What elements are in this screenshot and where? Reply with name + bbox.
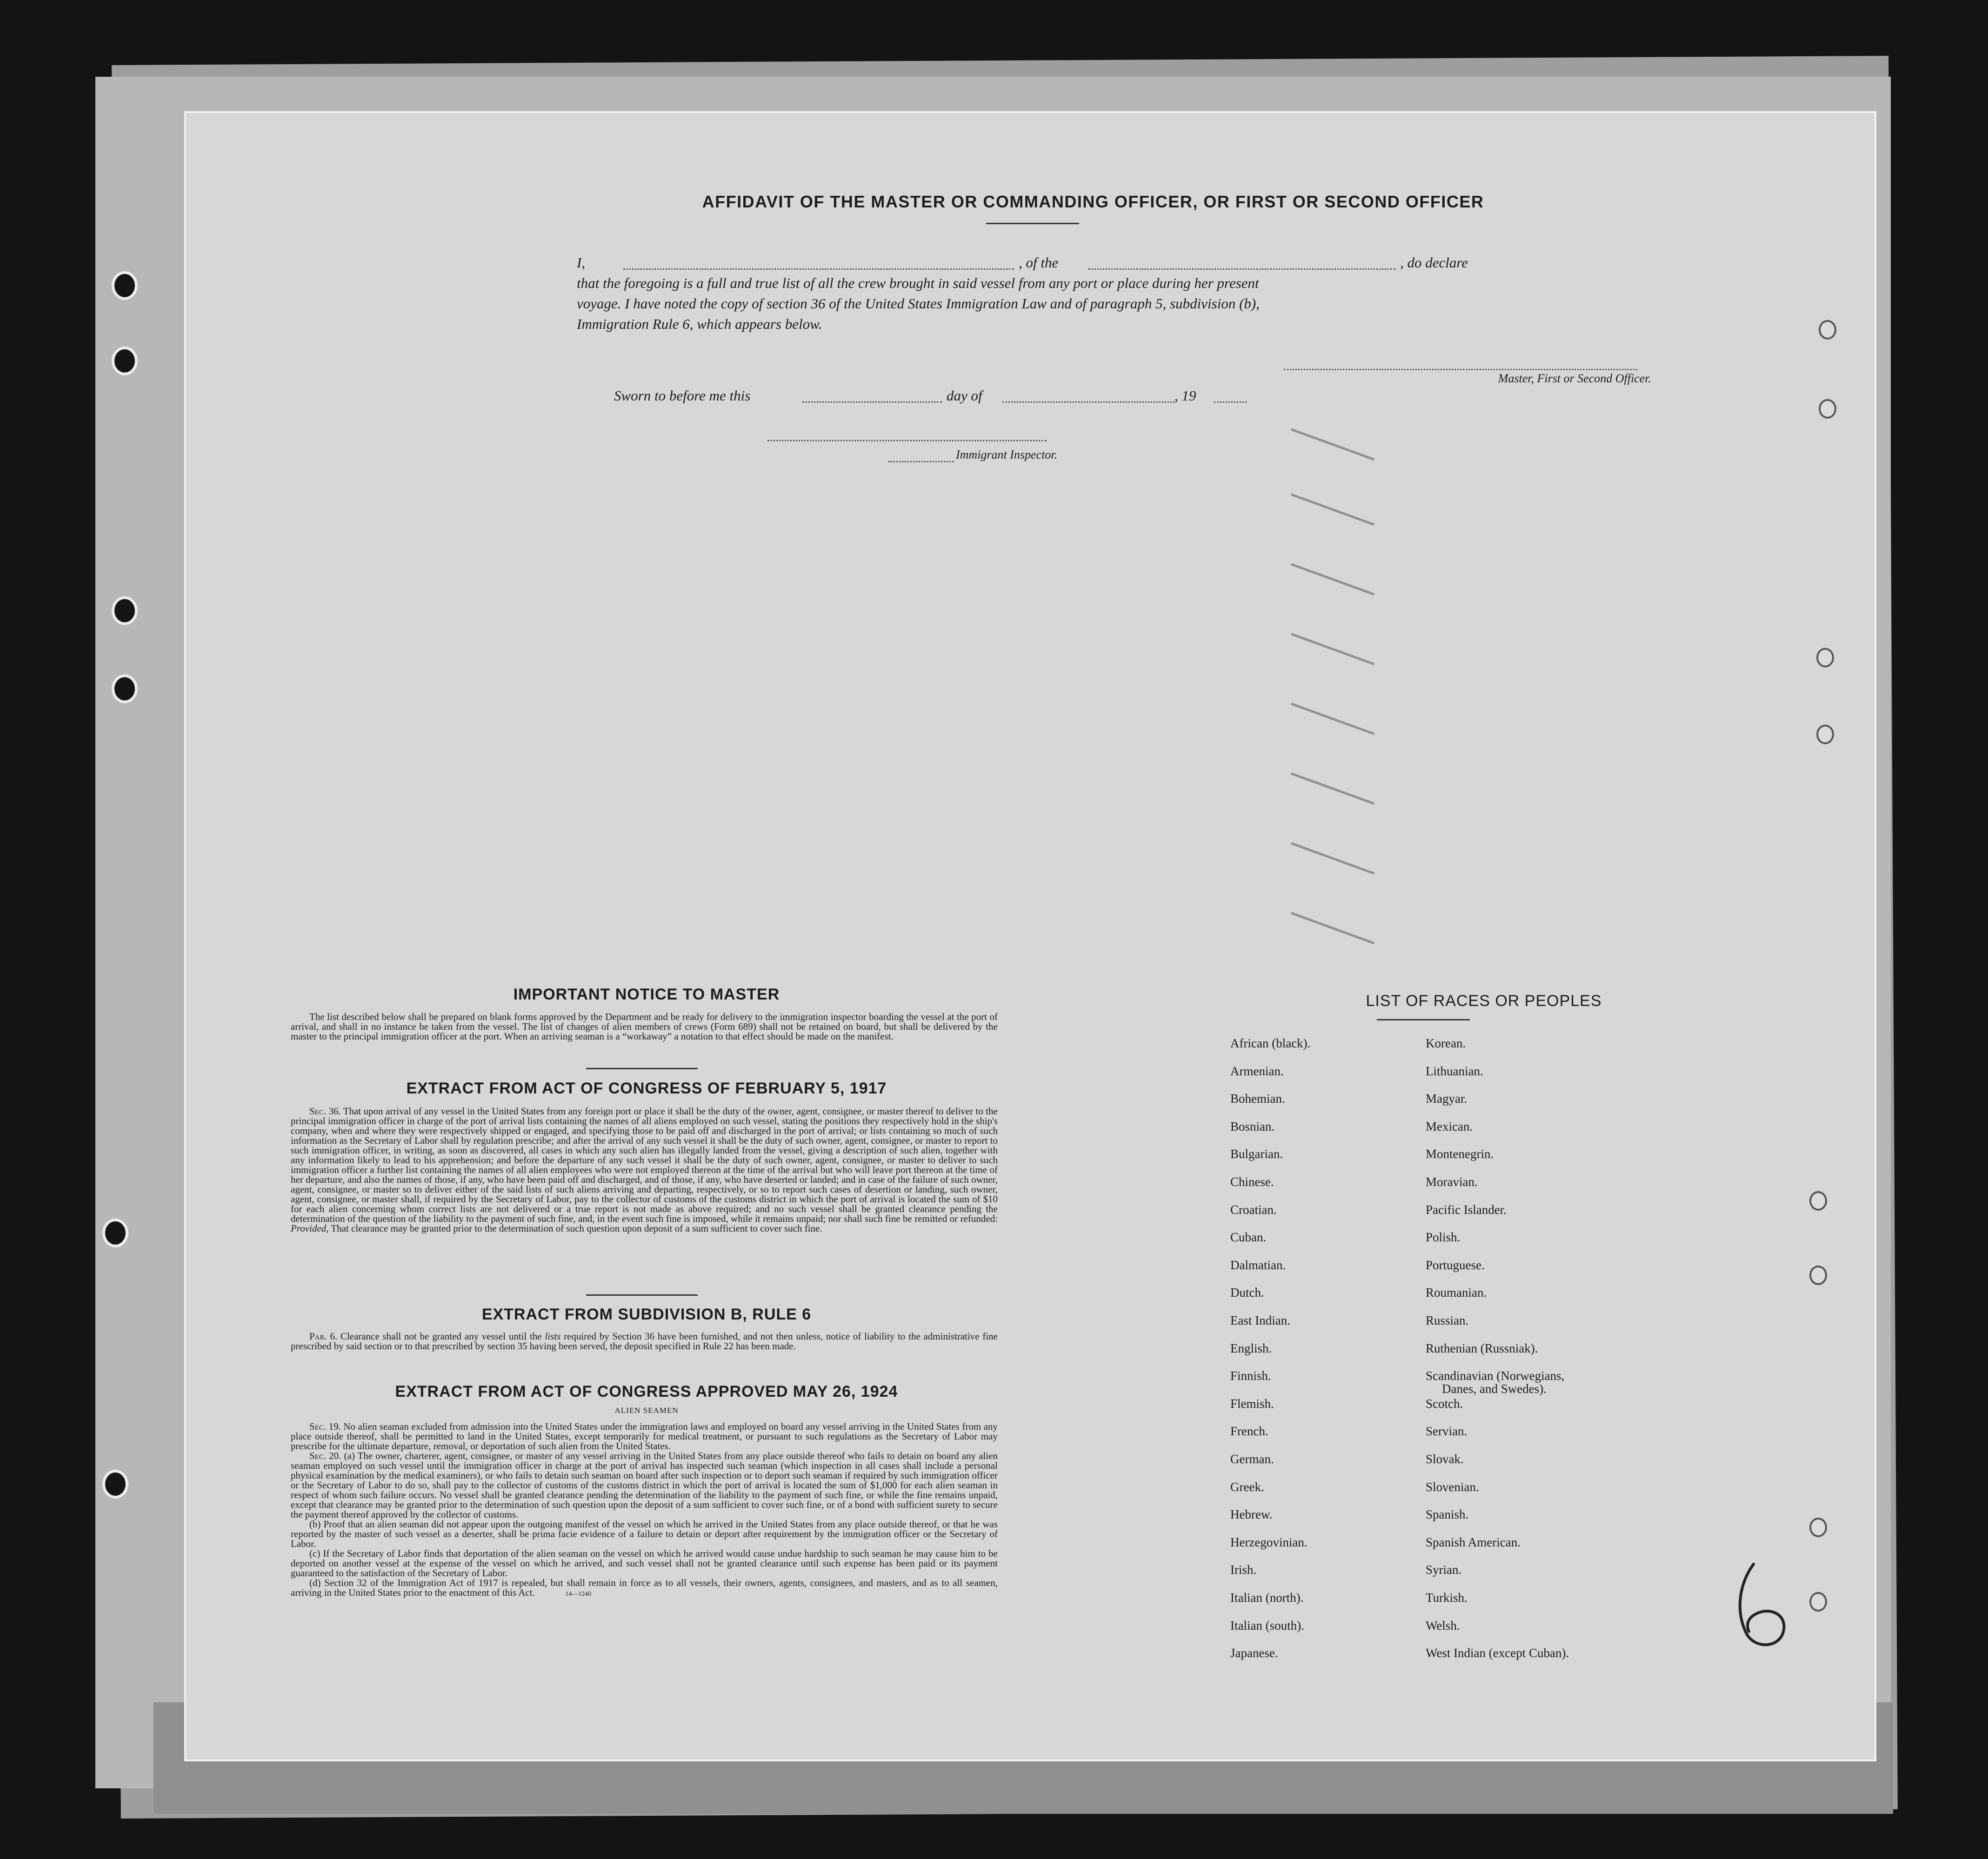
race-item: Polish.	[1426, 1230, 1461, 1245]
bleed-through-mark	[1291, 633, 1374, 666]
sec-36-text-end: That clearance may be granted prior to the determination of such question upon deposit of a sum sufficient to cover such fine.	[331, 1223, 822, 1234]
sworn-day-of: day of	[947, 387, 982, 404]
sec-20a-text: (a) The owner, charterer, agent, consignee, or master of any vessel arriving in the United States from any place outside thereof who fails to detain on board any alien seaman employed on such vessel until the immigration officer in charge at the port of arrival has inspected such seaman (which inspection in all cases shall include a personal physical examination by the medical examiners), or who fails to detain such seaman on board after such inspection or to deport such seaman if required by such immigration officer or the Secretary of Labor to do so, shall pay to the collector of customs of the customs district in which the port of arrival is located the sum of $1,000 for each alien seaman in respect of whom such failure occurs. No vessel shall be granted clearance pending the determination of the liability to the payment of such fine, or while the fine remains unpaid, except that clearance may be granted prior to the determination of such question upon the deposit of a sum sufficient to cover such fine, or of a bond with sufficient surety to secure the payment thereof approved by the collector of customs.	[291, 1450, 998, 1520]
handwritten-six-stroke	[1740, 1564, 1784, 1645]
bleed-through-mark	[1291, 703, 1374, 735]
punch-hole	[102, 1470, 128, 1499]
extract-rule6-title: EXTRACT FROM SUBDIVISION B, RULE 6	[481, 1306, 812, 1323]
race-item: Scotch.	[1426, 1396, 1463, 1411]
declaration-line-4: Immigration Rule 6, which appears below.	[577, 316, 822, 332]
title-rule	[986, 223, 1079, 224]
race-item: Dalmatian.	[1230, 1258, 1286, 1272]
sec-20c-text: (c) If the Secretary of Labor finds that deportation of the alien seaman on the vessel on which he arrived would cause undue hardship to such seaman he may cause him to be deported on another vessel at the expense of the vessel on which he arrived, and such vessel shall not be granted clearance until such expense has been paid or its payment guaranteed to the satisfaction of the Secretary of Labor.	[291, 1548, 998, 1579]
race-item: Greek.	[1230, 1479, 1264, 1494]
master-signature-line[interactable]	[1284, 369, 1637, 370]
sec-20b-text: (b) Proof that an alien seaman did not appear upon the outgoing manifest of the vessel on which he arrived in the United States from any place outside thereof, or that he was reported by the master of such vessel as a deserter, shall be prima facie evidence of a failure to detain or deport after requirement by the immigration officer or the Secretary of Labor.	[291, 1519, 998, 1549]
form-number: 14—1240	[565, 1591, 592, 1598]
master-label: Master, First or Second Officer.	[1498, 372, 1651, 385]
punch-hole	[1816, 648, 1834, 667]
section-rule	[586, 1294, 698, 1296]
sworn-month-fill-line[interactable]	[1002, 401, 1174, 403]
declare-do-declare: , do declare	[1400, 254, 1468, 271]
section-rule	[586, 1068, 698, 1069]
sworn-prefix: Sworn to before me this	[614, 387, 751, 404]
bleed-through-mark	[1291, 773, 1374, 805]
bleed-through-mark	[1291, 912, 1374, 945]
sec-19-label: Sec. 19.	[309, 1421, 341, 1432]
race-item: Montenegrin.	[1426, 1147, 1494, 1161]
punch-hole	[112, 271, 138, 300]
race-item: Moravian.	[1426, 1175, 1478, 1189]
punch-hole	[1809, 1191, 1827, 1211]
race-item: Chinese.	[1230, 1175, 1274, 1189]
race-item: Servian.	[1426, 1424, 1468, 1439]
race-item: Slovak.	[1426, 1452, 1464, 1466]
par-6-text-b: required by Section 36 have been furnished, and not then unless, notice of liability to the administrative fine prescribed by said section or to that prescribed by section 35 having been served, the deposit specified in Rule 22 has been made.	[291, 1331, 998, 1352]
sworn-year: , 19	[1174, 387, 1196, 404]
sec-36-label: Sec. 36.	[309, 1106, 341, 1117]
name-fill-line[interactable]	[623, 268, 1014, 270]
race-item: Hebrew.	[1230, 1507, 1273, 1522]
affidavit-title: AFFIDAVIT OF THE MASTER OR COMMANDING OFFICER, OR FIRST OR SECOND OFFICER	[702, 192, 1484, 211]
race-item: Irish.	[1230, 1563, 1257, 1577]
notice-title: IMPORTANT NOTICE TO MASTER	[513, 986, 780, 1003]
race-item: Roumanian.	[1426, 1286, 1487, 1300]
race-item: Bohemian.	[1230, 1092, 1285, 1106]
extract-1917-title: EXTRACT FROM ACT OF CONGRESS OF FEBRUARY 5, 1917	[406, 1079, 887, 1097]
race-item: Bosnian.	[1230, 1119, 1275, 1133]
punch-hole	[112, 596, 138, 625]
par-6-text-a: Clearance shall not be granted any vessel until the	[340, 1331, 542, 1342]
inspector-dot-lead	[888, 461, 954, 462]
race-item: Italian (north).	[1230, 1591, 1304, 1605]
race-item: Flemish.	[1230, 1396, 1274, 1411]
race-item: Slovenian.	[1426, 1479, 1479, 1494]
punch-hole	[1819, 320, 1836, 340]
race-item: Magyar.	[1426, 1092, 1468, 1106]
punch-hole	[1809, 1518, 1827, 1537]
bleed-through-mark	[1291, 493, 1374, 526]
race-item: Korean.	[1426, 1036, 1466, 1050]
race-item: Danes, and Swedes).	[1442, 1382, 1547, 1396]
document-page	[186, 113, 1875, 1759]
race-item: East Indian.	[1230, 1313, 1290, 1327]
race-item: Mexican.	[1426, 1119, 1473, 1133]
race-item: English.	[1230, 1341, 1272, 1355]
extract-1924-body	[291, 1422, 998, 1599]
race-item: Pacific Islander.	[1426, 1202, 1507, 1217]
race-item: Spanish American.	[1426, 1535, 1521, 1549]
race-item: Italian (south).	[1230, 1618, 1304, 1632]
declaration-line-2: that the foregoing is a full and true list of all the crew brought in said vessel from any port or place during her present	[577, 275, 1259, 291]
race-item: Herzegovinian.	[1230, 1535, 1308, 1549]
lists-word: lists	[545, 1331, 561, 1342]
punch-hole	[102, 1219, 128, 1247]
race-item: Spanish.	[1426, 1507, 1469, 1522]
races-rule	[1377, 1019, 1470, 1020]
race-item: Welsh.	[1426, 1618, 1460, 1632]
declaration-line-3: voyage. I have noted the copy of section 36 of the United States Immigration Law and of paragraph 5, subdivision (b),	[577, 295, 1260, 312]
race-item: Japanese.	[1230, 1646, 1278, 1660]
bleed-through-mark	[1291, 563, 1374, 596]
races-title: LIST OF RACES OR PEOPLES	[1366, 992, 1602, 1010]
race-item: Portuguese.	[1426, 1258, 1485, 1272]
sworn-day-fill-line[interactable]	[802, 401, 942, 403]
sec-20-label: Sec. 20.	[309, 1450, 341, 1461]
notice-body: The list described below shall be prepared on blank forms approved by the Department and be ready for delivery to the immigration inspector boarding the vessel at the port of arrival, and shall in no instance be taken from the vessel. The list of changes of alien members of crews (Form 689) shall not be retained on board, but shall be delivered by the master to the principal immigration officer at the port. When an arriving seaman is a “workaway” a notation to that effect should be made on the manifest.	[291, 1011, 998, 1042]
race-item: West Indian (except Cuban).	[1426, 1646, 1569, 1660]
race-item: Cuban.	[1230, 1230, 1267, 1245]
race-item: Scandinavian (Norwegians,	[1426, 1369, 1565, 1383]
race-item: Finnish.	[1230, 1369, 1271, 1383]
extract-1917-body	[291, 1106, 998, 1233]
race-item: Armenian.	[1230, 1064, 1284, 1078]
punch-hole	[1819, 399, 1836, 419]
punch-hole	[112, 674, 138, 703]
race-item: Lithuanian.	[1426, 1064, 1483, 1078]
sec-36-text: That upon arrival of any vessel in the United States from any foreign port or place it shall be the duty of the owner, agent, consignee, or master thereof to deliver to the principal immigration officer in charge of the port of arrival lists containing the names of all aliens employed on such vessel, stating the positions they respectively hold in the ship's company, when and where they were respectively shipped or engaged, and specifying those to be paid off and discharged in the port of arrival; or lists containing so much of such information as the Secretary of Labor shall by regulation prescribe; and after the arrival of any such vessel it shall be the duty of such owner, agent, consignee, or master to report to such immigration officer, in writing, as soon as discovered, all cases in which any such alien has illegally landed from the vessel, giving a description of such alien, together with any information likely to lead to his apprehension; and before the departure of any such vessel it shall be the duty of such owner, agent, consignee, or master to deliver to such immigration officer a further list containing the names of all alien employees who were not employed thereon at the time of the arrival but who will leave port thereon at the time of her departure, and also the names of those, if any, who have been paid off and discharged, and of those, if any, who have deserted or landed; and in case of the failure of such owner, agent, consignee, or master so to deliver either of the said lists of such aliens arriving and departing, respectively, or so to report such cases of desertion or landing, such owner, agent, consignee, or master shall, if required by the Secretary of Labor, pay to the collector of customs of the customs district in which the port of arrival is located the sum of $10 for each alien concerning whom correct lists are not delivered or a true report is not made as above required; and no such vessel shall be granted clearance pending the determination of the question of the liability to the payment of such fine, and, in the event such fine is imposed, while it remains unpaid; nor shall such fine be remitted or refunded:	[291, 1106, 998, 1224]
alien-seamen-subtitle: ALIEN SEAMEN	[614, 1406, 679, 1415]
declare-of-the: , of the	[1019, 254, 1059, 271]
inspector-signature-line[interactable]	[767, 440, 1047, 441]
sworn-year-fill-line[interactable]	[1214, 401, 1247, 403]
extract-1924-title: EXTRACT FROM ACT OF CONGRESS APPROVED MAY 26, 1924	[395, 1383, 898, 1400]
race-item: Ruthenian (Russniak).	[1426, 1341, 1538, 1355]
declare-i: I,	[577, 254, 586, 271]
race-item: French.	[1230, 1424, 1268, 1439]
punch-hole	[1809, 1266, 1827, 1285]
race-item: African (black).	[1230, 1036, 1311, 1050]
bleed-through-mark	[1291, 428, 1374, 461]
race-item: German.	[1230, 1452, 1274, 1466]
bleed-through-mark	[1291, 842, 1374, 875]
race-item: Russian.	[1426, 1313, 1469, 1327]
vessel-fill-line[interactable]	[1088, 268, 1395, 270]
par-6-label: Par. 6.	[309, 1331, 338, 1342]
punch-hole	[1816, 725, 1834, 744]
race-item: Croatian.	[1230, 1202, 1277, 1217]
race-item: Turkish.	[1426, 1591, 1468, 1605]
provided-word: Provided,	[291, 1223, 329, 1234]
race-item: Syrian.	[1426, 1563, 1462, 1577]
race-item: Bulgarian.	[1230, 1147, 1283, 1161]
extract-rule6-body	[291, 1332, 998, 1351]
sec-20d-text: (d) Section 32 of the Immigration Act of 1917 is repealed, but shall remain in force as to all vessels, their owners, agents, consignees, and masters, and as to all seamen, arriving in the United States prior to the enactment of this Act.	[291, 1577, 998, 1598]
inspector-label: Immigrant Inspector.	[956, 448, 1058, 461]
declaration-block	[577, 253, 1740, 334]
punch-hole	[112, 346, 138, 375]
race-item: Dutch.	[1230, 1286, 1264, 1300]
sworn-line	[614, 386, 1405, 406]
sec-19-text: No alien seaman excluded from admission into the United States under the immigration laws and employed on board any vessel arriving in the United States from any place outside thereof, shall be permitted to land in the United States, except temporarily for medical treatment, or pursuant to such regulations as the Secretary of Labor may prescribe for the ultimate departure, removal, or deportation of such alien from the United States.	[291, 1421, 998, 1452]
handwritten-page-number	[1721, 1555, 1814, 1657]
